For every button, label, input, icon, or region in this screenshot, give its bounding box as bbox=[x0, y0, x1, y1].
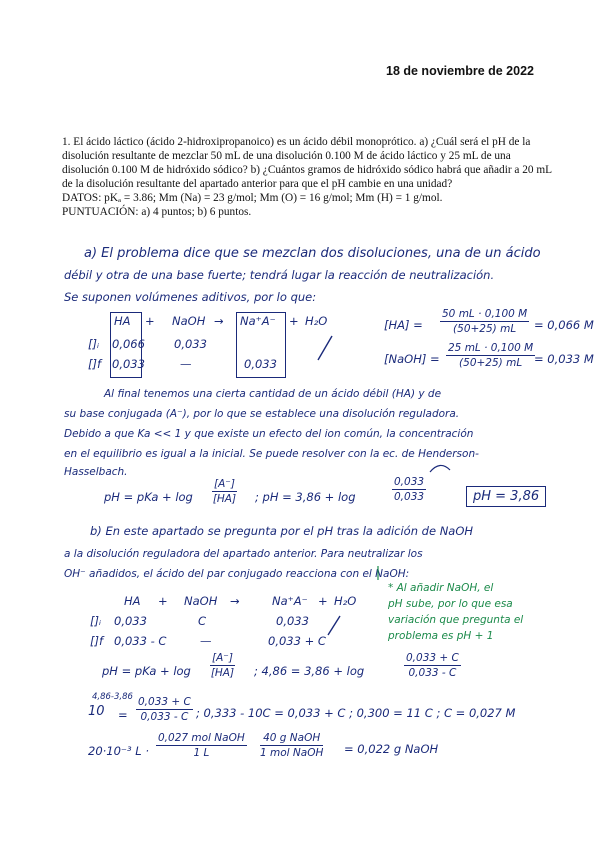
b-eq-lhs: pH = pKa + log bbox=[102, 664, 191, 678]
b-table-row-f-label: []f bbox=[90, 634, 104, 648]
b-table-ha: HA bbox=[124, 594, 141, 608]
a-calc-ha-fraction bbox=[440, 308, 529, 335]
b-eq-mid: ; 4,86 = 3,86 + log bbox=[254, 664, 365, 678]
a-para-line-1: Al final tenemos una cierta cantidad de un ácido débil (HA) y de bbox=[104, 388, 442, 400]
a-intro-line-2: débil y otra de una base fuerte; tendrá lugar la reacción de neutralización. bbox=[64, 268, 495, 282]
b-table-row-i-salt: 0,033 bbox=[276, 614, 309, 628]
b-eq-num: [A⁻] bbox=[212, 652, 233, 664]
a-table-naoh: NaOH bbox=[172, 314, 206, 328]
b-note-line-1: * Al añadir NaOH, el bbox=[388, 582, 494, 594]
a-calc-naoh-den: (50+25) mL bbox=[459, 357, 523, 369]
a-para-line-2: su base conjugada (A⁻), por lo que se establece una disolución reguladora. bbox=[64, 408, 460, 420]
problem-puntuacion: PUNTUACIÓN: a) 4 puntos; b) 6 puntos. bbox=[62, 206, 252, 218]
a-table-row-f-naoh: — bbox=[180, 357, 192, 371]
b-intro-line-3: OH⁻ añadidos, el ácido del par conjugado reacciona con el NaOH: bbox=[64, 568, 410, 580]
a-eq1-num: [A⁻] bbox=[214, 478, 235, 490]
a-table-arrow: → bbox=[214, 314, 224, 328]
b-table-salt: Na⁺A⁻ bbox=[272, 594, 308, 608]
b-eq-num2: 0,033 + C bbox=[406, 652, 459, 664]
b-exp-fraction bbox=[136, 696, 193, 723]
b-table-row-f-ha: 0,033 - C bbox=[114, 634, 167, 648]
b-mass-fraction-1 bbox=[156, 732, 247, 759]
a-calc-naoh-lhs: [NaOH] = bbox=[384, 352, 440, 366]
a-table-plus-1: + bbox=[145, 314, 155, 328]
a-calc-ha-result: = 0,066 M bbox=[534, 318, 594, 332]
b-table-naoh: NaOH bbox=[184, 594, 218, 608]
b-table-row-i-ha: 0,033 bbox=[114, 614, 147, 628]
a-table-salt: Na⁺A⁻ bbox=[240, 314, 276, 328]
date-header: 18 de noviembre de 2022 bbox=[386, 64, 534, 78]
a-calc-ha-lhs: [HA] = bbox=[384, 318, 423, 332]
b-exp-sup: 4,86-3,86 bbox=[92, 692, 133, 702]
a-para-line-5: Hasselbach. bbox=[64, 466, 128, 478]
a-table-plus-2: + bbox=[289, 314, 299, 328]
a-eq1-lhs: pH = pKa + log bbox=[104, 490, 193, 504]
a-intro-line-1: a) El problema dice que se mezclan dos disoluciones, una de un ácido bbox=[84, 246, 541, 261]
a-table-row-i-naoh: 0,033 bbox=[174, 337, 207, 351]
b-note-line-2: pH sube, por lo que esa bbox=[388, 598, 513, 610]
a-calc-naoh-result: = 0,033 M bbox=[534, 352, 594, 366]
a-result-box: pH = 3,86 bbox=[466, 486, 546, 507]
a-eq1-mid: ; pH = 3,86 + log bbox=[255, 490, 356, 504]
a-table-row-i-ha: 0,066 bbox=[112, 337, 145, 351]
b-table-plus-2: + bbox=[318, 594, 328, 608]
b-eq-fraction-1 bbox=[210, 652, 235, 679]
a-para-line-3: Debido a que Ka << 1 y que existe un efecto del ion común, la concentración bbox=[64, 428, 474, 440]
b-eq-fraction-2 bbox=[404, 652, 461, 679]
b-intro-line-2: a la disolución reguladora del apartado anterior. Para neutralizar los bbox=[64, 548, 423, 560]
a-eq1-den: [HA] bbox=[212, 493, 237, 505]
b-exp-den: 0,033 - C bbox=[140, 711, 189, 723]
b-note-line-4: problema es pH + 1 bbox=[388, 630, 494, 642]
b-mass-den2: 1 mol NaOH bbox=[260, 747, 324, 759]
a-eq1-den2: 0,033 bbox=[394, 491, 425, 503]
b-eq-den2: 0,033 - C bbox=[408, 667, 457, 679]
b-exp-num: 0,033 + C bbox=[138, 696, 191, 708]
b-note-line-3: variación que pregunta el bbox=[388, 614, 524, 626]
a-intro-line-3: Se suponen volúmenes aditivos, por lo que: bbox=[64, 290, 317, 304]
b-table-row-f-naoh: — bbox=[200, 634, 212, 648]
a-table-row-f-salt: 0,033 bbox=[244, 357, 277, 371]
a-eq1-fraction-1 bbox=[212, 478, 237, 505]
b-exp-equals: = bbox=[118, 708, 128, 722]
a-table-row-f-ha: 0,033 bbox=[112, 357, 145, 371]
a-calc-naoh-fraction bbox=[446, 342, 535, 369]
b-exp-rest: ; 0,333 - 10C = 0,033 + C ; 0,300 = 11 C ; C = 0,027 M bbox=[196, 706, 516, 720]
a-para-line-4: en el equilibrio es igual a la inicial. Se puede resolver con la ec. de Henderson- bbox=[64, 448, 479, 460]
b-table-water: H₂O bbox=[334, 594, 357, 608]
a-eq1-num2: 0,033 bbox=[394, 476, 425, 488]
b-mass-num1: 0,027 mol NaOH bbox=[158, 732, 245, 744]
problem-statement-block bbox=[62, 135, 554, 219]
a-table-row-i-label: []ᵢ bbox=[88, 337, 100, 351]
a-eq1-fraction-2 bbox=[392, 476, 426, 503]
b-mass-fraction-2 bbox=[260, 732, 323, 759]
a-calc-ha-num: 50 mL · 0,100 M bbox=[442, 308, 528, 320]
b-mass-result: = 0,022 g NaOH bbox=[344, 742, 439, 756]
b-mass-den1: 1 L bbox=[193, 747, 210, 759]
b-table-arrow: → bbox=[230, 594, 240, 608]
b-table-row-i-label: []ᵢ bbox=[90, 614, 102, 628]
a-calc-naoh-num: 25 mL · 0,100 M bbox=[448, 342, 534, 354]
b-eq-den: [HA] bbox=[210, 667, 235, 679]
b-table-plus-1: + bbox=[158, 594, 168, 608]
b-table-row-i-naoh: C bbox=[198, 614, 207, 628]
a-table-water: H₂O bbox=[305, 314, 328, 328]
problem-statement: 1. El ácido láctico (ácido 2-hidroxipropanoico) es un ácido débil monoprótico. a) ¿Cuál será el pH de la disolución resultante de mezclar 50 mL de una disolución 0.100 M de ácido láctico y 25 mL de una disolución 0.100 M de hidróxido sódico? b) ¿Cuántos gramos de hidróxido sódico habrá que añadir a 20 mL de la disolución resultante del apartado anterior para que el pH cambie en una unidad? bbox=[62, 136, 552, 190]
b-intro-line-1: b) En este apartado se pregunta por el pH tras la adición de NaOH bbox=[90, 524, 474, 538]
a-table-ha: HA bbox=[114, 314, 131, 328]
b-exp-base: 10 bbox=[88, 704, 105, 719]
b-mass-num2: 40 g NaOH bbox=[260, 732, 323, 746]
b-mass-lhs: 20·10⁻³ L · bbox=[88, 744, 149, 758]
a-table-row-f-label: []f bbox=[88, 357, 102, 371]
problem-datos: DATOS: pKₐ = 3.86; Mm (Na) = 23 g/mol; Mm (O) = 16 g/mol; Mm (H) = 1 g/mol. bbox=[62, 192, 443, 204]
a-calc-ha-den: (50+25) mL bbox=[453, 323, 517, 335]
b-table-row-f-salt: 0,033 + C bbox=[268, 634, 326, 648]
